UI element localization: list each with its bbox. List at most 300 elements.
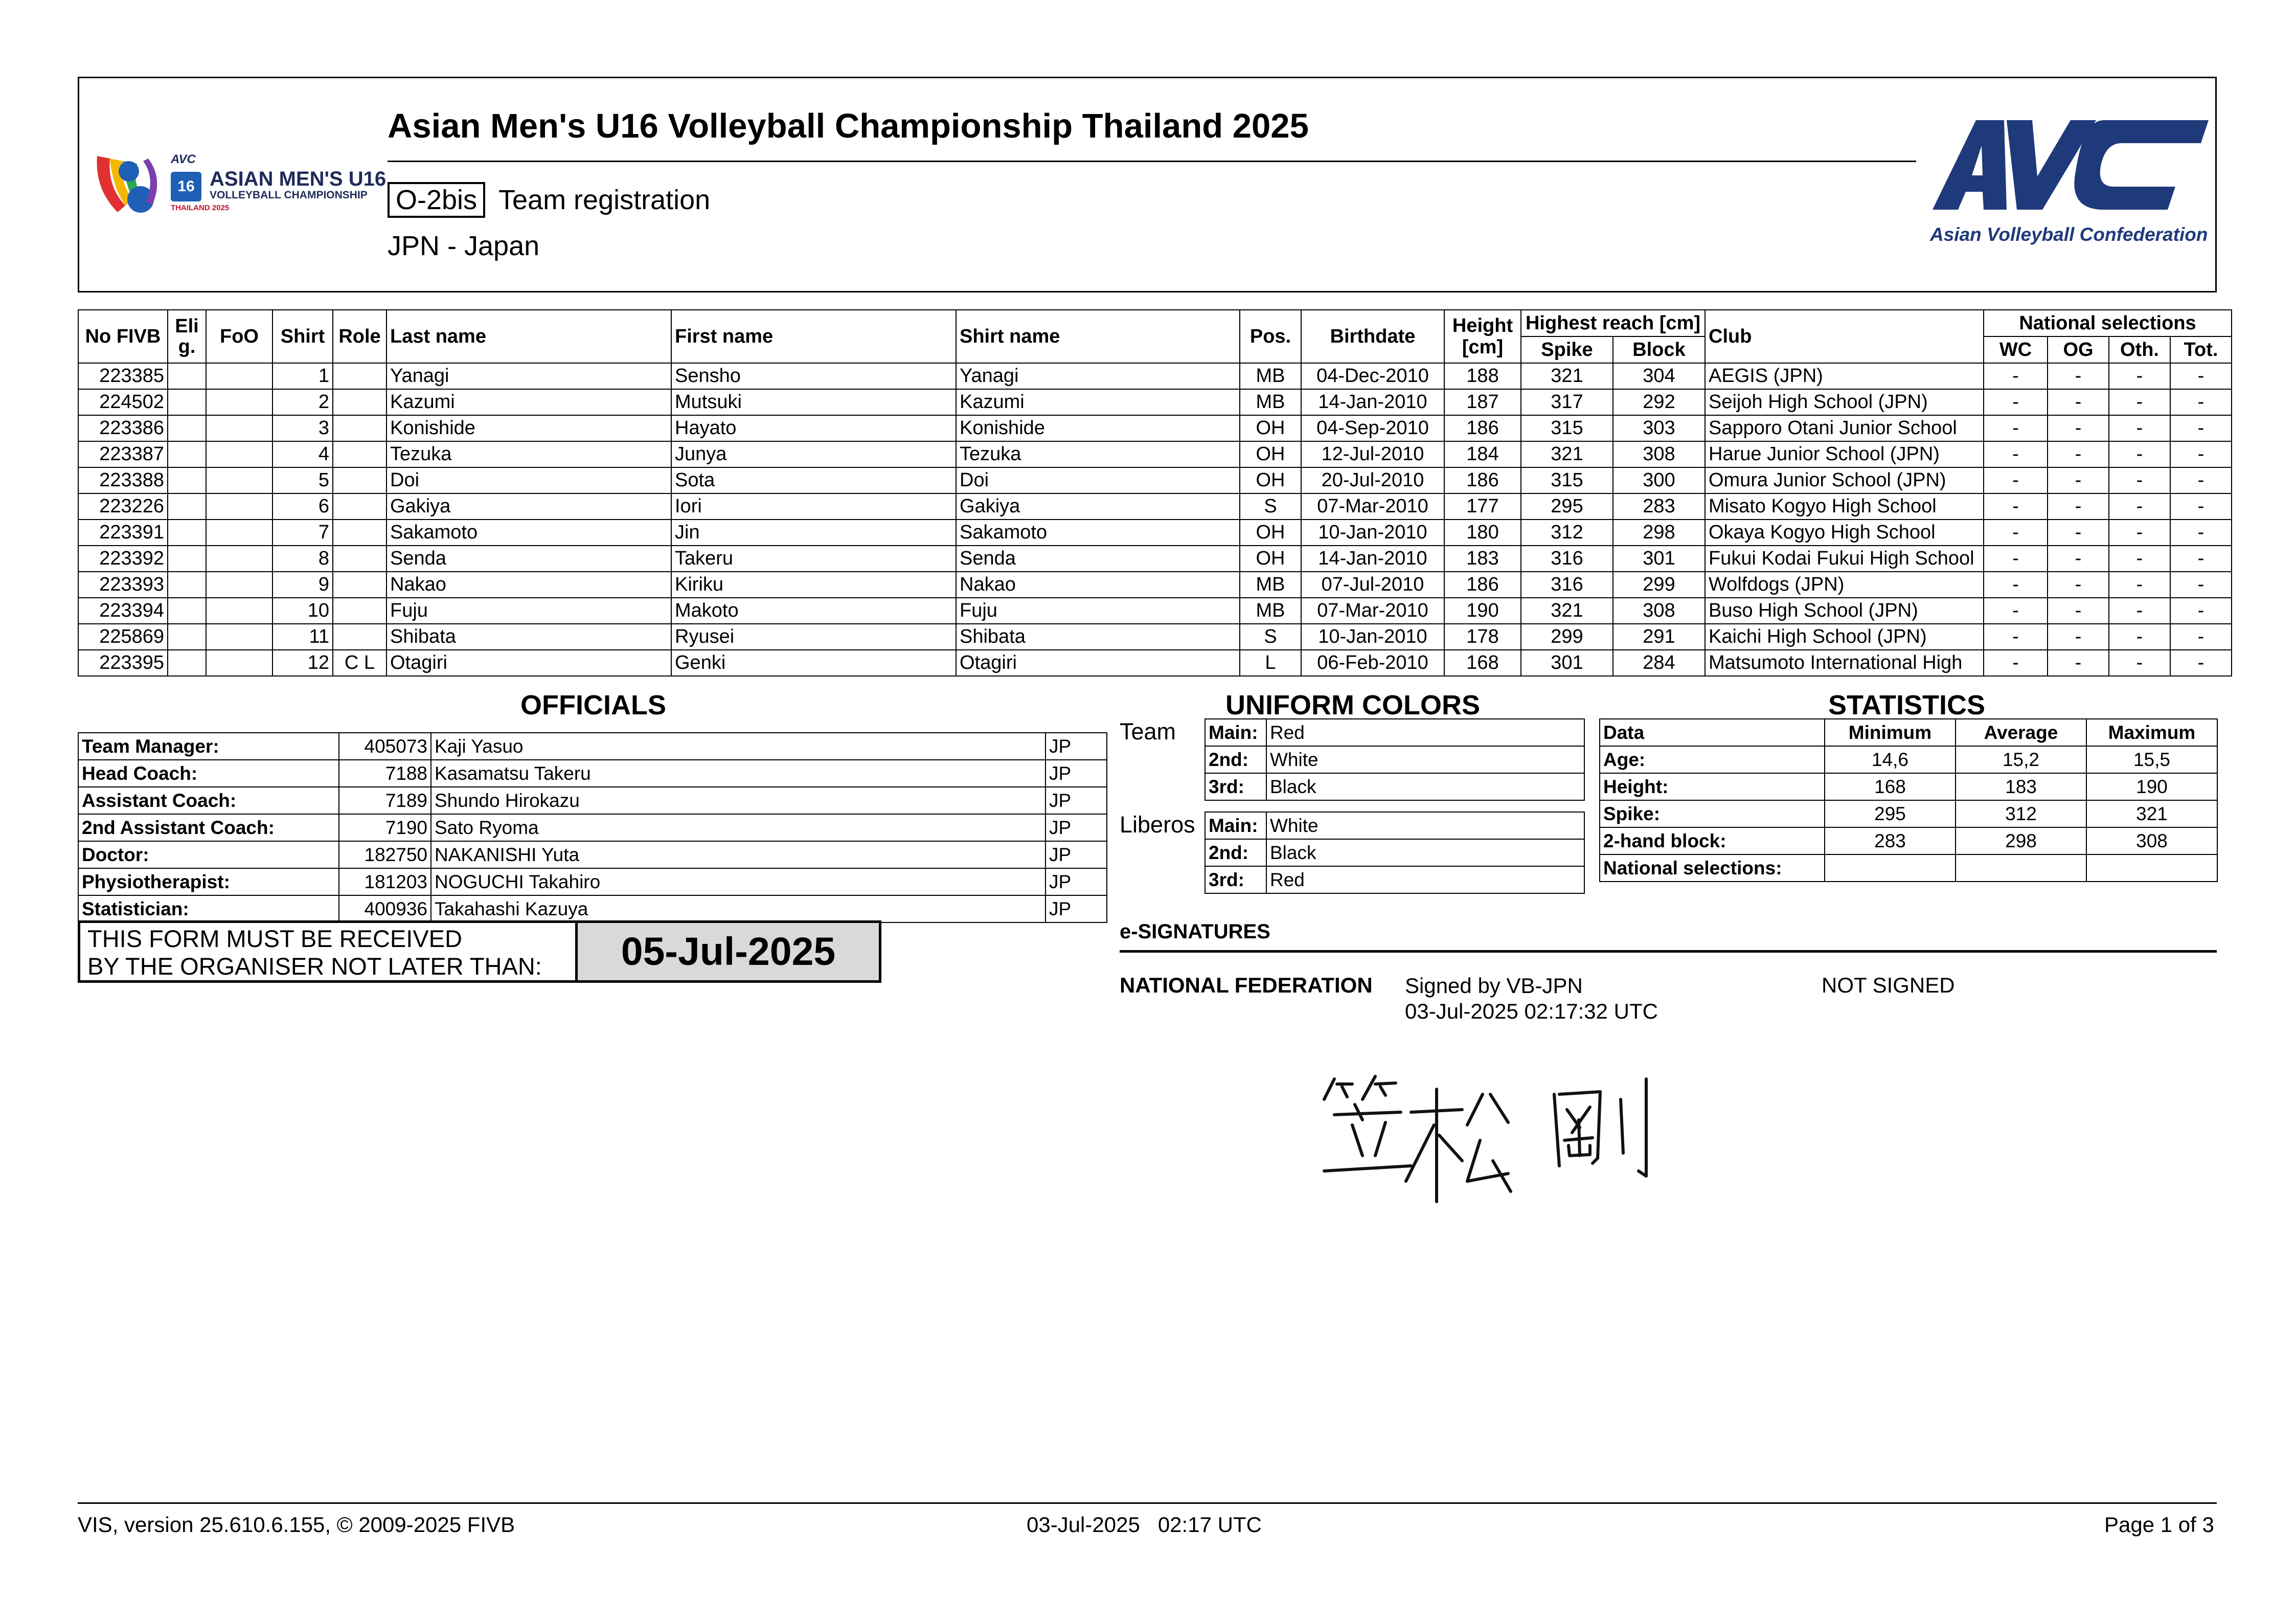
cell-spike: 315: [1521, 415, 1613, 441]
cell-shirt-name: Fuju: [956, 598, 1240, 624]
deadline-line-2: BY THE ORGANISER NOT LATER THAN:: [87, 953, 542, 980]
cell-og: -: [2048, 520, 2109, 546]
stats-minimum: [1825, 854, 1956, 882]
cell-no-fivb: 223395: [78, 650, 168, 676]
stats-row: [1600, 827, 2217, 854]
cell-spike: 316: [1521, 572, 1613, 598]
cell-shirt: 12: [272, 650, 333, 676]
official-name: Kasamatsu Takeru: [431, 760, 1045, 787]
stats-maximum: 190: [2086, 773, 2217, 800]
cell-pos: OH: [1240, 467, 1301, 493]
cell-first-name: Jin: [671, 520, 956, 546]
official-row: [78, 868, 1107, 895]
cell-birthdate: 10-Jan-2010: [1301, 624, 1444, 650]
cell-wc: -: [1984, 415, 2048, 441]
cell-no-fivb: 223388: [78, 467, 168, 493]
official-id: 181203: [339, 868, 431, 895]
cell-birthdate: 10-Jan-2010: [1301, 520, 1444, 546]
cell-no-fivb: 223386: [78, 415, 168, 441]
cell-no-fivb: 223392: [78, 546, 168, 572]
cell-tot: -: [2170, 493, 2232, 520]
cell-spike: 315: [1521, 467, 1613, 493]
stats-maximum: 308: [2086, 827, 2217, 854]
cell-tot: -: [2170, 650, 2232, 676]
cell-og: -: [2048, 624, 2109, 650]
cell-oth: -: [2109, 546, 2170, 572]
cell-first-name: Genki: [671, 650, 956, 676]
cell-block: 284: [1613, 650, 1705, 676]
official-role: Team Manager:: [78, 733, 339, 760]
official-name: Kaji Yasuo: [431, 733, 1045, 760]
cell-oth: -: [2109, 467, 2170, 493]
uniform-team-table: [1204, 718, 1585, 801]
cell-foo: [206, 546, 272, 572]
cell-birthdate: 04-Sep-2010: [1301, 415, 1444, 441]
player-row: [78, 493, 2232, 520]
cell-no-fivb: 223385: [78, 363, 168, 389]
cell-role: [333, 520, 387, 546]
statistics-table: [1599, 718, 2218, 882]
cell-no-fivb: 223393: [78, 572, 168, 598]
stats-header-data: Data: [1600, 719, 1825, 746]
cell-last-name: Sakamoto: [387, 520, 671, 546]
uniform-color-value: White: [1266, 746, 1584, 773]
uniform-color-value: Black: [1266, 773, 1584, 800]
esig-signed-info: [1405, 973, 1658, 1024]
cell-height: 177: [1444, 493, 1521, 520]
stats-minimum: 168: [1825, 773, 1956, 800]
stats-row: [1600, 746, 2217, 773]
uniform-color-value: Black: [1266, 839, 1584, 866]
cell-og: -: [2048, 598, 2109, 624]
cell-og: -: [2048, 572, 2109, 598]
cell-last-name: Konishide: [387, 415, 671, 441]
cell-club: Okaya Kogyo High School: [1705, 520, 1984, 546]
avc-logo-subtitle: Asian Volleyball Confederation: [1930, 224, 2208, 245]
cell-elig: [168, 598, 206, 624]
cell-pos: MB: [1240, 389, 1301, 415]
cell-first-name: Ryusei: [671, 624, 956, 650]
cell-elig: [168, 441, 206, 467]
stats-average: 15,2: [1956, 746, 2086, 773]
player-row: [78, 441, 2232, 467]
cell-block: 299: [1613, 572, 1705, 598]
event-logo-avc: AVC: [171, 152, 196, 166]
official-row: [78, 733, 1107, 760]
official-role: Doctor:: [78, 841, 339, 868]
cell-role: [333, 389, 387, 415]
cell-spike: 321: [1521, 363, 1613, 389]
stats-label: Height:: [1600, 773, 1825, 800]
player-row: [78, 624, 2232, 650]
esig-federation-label: NATIONAL FEDERATION: [1120, 973, 1373, 997]
uniform-team-label: Team: [1120, 718, 1176, 745]
cell-role: [333, 546, 387, 572]
cell-no-fivb: 225869: [78, 624, 168, 650]
official-row: [78, 814, 1107, 841]
cell-foo: [206, 441, 272, 467]
cell-tot: -: [2170, 598, 2232, 624]
stats-average: 183: [1956, 773, 2086, 800]
cell-role: [333, 572, 387, 598]
col-header-birthdate: Birthdate: [1301, 310, 1444, 363]
cell-spike: 317: [1521, 389, 1613, 415]
statistics-title: STATISTICS: [1828, 690, 1985, 720]
official-country: JP: [1045, 787, 1107, 814]
official-id: 7189: [339, 787, 431, 814]
cell-block: 308: [1613, 598, 1705, 624]
cell-height: 180: [1444, 520, 1521, 546]
uniform-colors-title: UNIFORM COLORS: [1225, 690, 1480, 720]
col-header-foo: FoO: [206, 310, 272, 363]
stats-average: 298: [1956, 827, 2086, 854]
official-row: [78, 895, 1107, 922]
stats-row: [1600, 800, 2217, 827]
cell-foo: [206, 624, 272, 650]
uniform-color-value: Red: [1266, 866, 1584, 893]
col-header-spike: Spike: [1521, 336, 1613, 363]
cell-role: [333, 363, 387, 389]
cell-role: [333, 598, 387, 624]
cell-pos: L: [1240, 650, 1301, 676]
cell-no-fivb: 224502: [78, 389, 168, 415]
cell-birthdate: 07-Jul-2010: [1301, 572, 1444, 598]
cell-no-fivb: 223226: [78, 493, 168, 520]
cell-shirt-name: Sakamoto: [956, 520, 1240, 546]
event-logo-text-3: THAILAND 2025: [171, 204, 230, 212]
cell-first-name: Iori: [671, 493, 956, 520]
cell-club: Fukui Kodai Fukui High School: [1705, 546, 1984, 572]
cell-spike: 321: [1521, 441, 1613, 467]
cell-oth: -: [2109, 441, 2170, 467]
cell-shirt: 8: [272, 546, 333, 572]
official-country: JP: [1045, 814, 1107, 841]
cell-block: 300: [1613, 467, 1705, 493]
official-name: NAKANISHI Yuta: [431, 841, 1045, 868]
cell-oth: -: [2109, 493, 2170, 520]
cell-shirt: 10: [272, 598, 333, 624]
player-row: [78, 546, 2232, 572]
cell-spike: 295: [1521, 493, 1613, 520]
cell-wc: -: [1984, 650, 2048, 676]
cell-height: 184: [1444, 441, 1521, 467]
col-header-tot: Tot.: [2170, 336, 2232, 363]
col-header-wc: WC: [1984, 336, 2048, 363]
official-id: 405073: [339, 733, 431, 760]
cell-og: -: [2048, 363, 2109, 389]
cell-oth: -: [2109, 650, 2170, 676]
col-header-no-fivb: No FIVB: [78, 310, 168, 363]
cell-last-name: Doi: [387, 467, 671, 493]
cell-tot: -: [2170, 572, 2232, 598]
cell-pos: MB: [1240, 572, 1301, 598]
cell-shirt: 9: [272, 572, 333, 598]
deadline-date: 05-Jul-2025: [575, 923, 879, 980]
cell-last-name: Gakiya: [387, 493, 671, 520]
cell-birthdate: 14-Jan-2010: [1301, 389, 1444, 415]
official-row: [78, 787, 1107, 814]
cell-spike: 301: [1521, 650, 1613, 676]
cell-elig: [168, 546, 206, 572]
cell-birthdate: 06-Feb-2010: [1301, 650, 1444, 676]
officials-table: [78, 732, 1107, 923]
cell-last-name: Kazumi: [387, 389, 671, 415]
cell-last-name: Tezuka: [387, 441, 671, 467]
stats-average: 312: [1956, 800, 2086, 827]
col-header-elig: Eli g.: [168, 310, 206, 363]
cell-og: -: [2048, 389, 2109, 415]
col-header-national-selections: National selections: [1984, 310, 2232, 336]
cell-foo: [206, 415, 272, 441]
stats-label: Spike:: [1600, 800, 1825, 827]
official-name: Shundo Hirokazu: [431, 787, 1045, 814]
col-header-first-name: First name: [671, 310, 956, 363]
col-header-role: Role: [333, 310, 387, 363]
event-logo-text-1: ASIAN MEN'S U16: [210, 168, 387, 190]
official-country: JP: [1045, 841, 1107, 868]
official-row: [78, 841, 1107, 868]
cell-last-name: Fuju: [387, 598, 671, 624]
official-name: Sato Ryoma: [431, 814, 1045, 841]
footer-version: VIS, version 25.610.6.155, © 2009-2025 FIVB: [78, 1513, 515, 1537]
stats-maximum: 15,5: [2086, 746, 2217, 773]
official-id: 7188: [339, 760, 431, 787]
player-row: [78, 572, 2232, 598]
cell-shirt-name: Senda: [956, 546, 1240, 572]
cell-tot: -: [2170, 441, 2232, 467]
official-name: NOGUCHI Takahiro: [431, 868, 1045, 895]
cell-shirt: 3: [272, 415, 333, 441]
footer-page-number: Page 1 of 3: [2104, 1513, 2214, 1537]
stats-header-average: Average: [1956, 719, 2086, 746]
cell-wc: -: [1984, 493, 2048, 520]
stats-label: National selections:: [1600, 854, 1825, 882]
stats-minimum: 283: [1825, 827, 1956, 854]
cell-wc: -: [1984, 467, 2048, 493]
cell-first-name: Makoto: [671, 598, 956, 624]
cell-height: 186: [1444, 572, 1521, 598]
cell-pos: MB: [1240, 598, 1301, 624]
cell-first-name: Takeru: [671, 546, 956, 572]
cell-tot: -: [2170, 520, 2232, 546]
cell-last-name: Nakao: [387, 572, 671, 598]
cell-elig: [168, 572, 206, 598]
cell-pos: S: [1240, 493, 1301, 520]
cell-club: Misato Kogyo High School: [1705, 493, 1984, 520]
cell-tot: -: [2170, 624, 2232, 650]
uniform-team-row: [1205, 746, 1584, 773]
cell-first-name: Mutsuki: [671, 389, 956, 415]
cell-shirt-name: Nakao: [956, 572, 1240, 598]
cell-no-fivb: 223387: [78, 441, 168, 467]
cell-shirt-name: Doi: [956, 467, 1240, 493]
col-header-pos: Pos.: [1240, 310, 1301, 363]
cell-oth: -: [2109, 572, 2170, 598]
cell-foo: [206, 363, 272, 389]
cell-foo: [206, 598, 272, 624]
cell-role: [333, 441, 387, 467]
official-role: Head Coach:: [78, 760, 339, 787]
cell-block: 283: [1613, 493, 1705, 520]
cell-last-name: Shibata: [387, 624, 671, 650]
official-row: [78, 760, 1107, 787]
col-header-shirt: Shirt: [272, 310, 333, 363]
cell-shirt-name: Shibata: [956, 624, 1240, 650]
cell-first-name: Sensho: [671, 363, 956, 389]
official-id: 182750: [339, 841, 431, 868]
players-table: [78, 309, 2232, 677]
official-country: JP: [1045, 868, 1107, 895]
cell-oth: -: [2109, 389, 2170, 415]
cell-club: Kaichi High School (JPN): [1705, 624, 1984, 650]
cell-spike: 299: [1521, 624, 1613, 650]
cell-height: 168: [1444, 650, 1521, 676]
esignatures-title: e-SIGNATURES: [1120, 920, 1270, 943]
cell-elig: [168, 363, 206, 389]
event-logo-text-2: VOLLEYBALL CHAMPIONSHIP: [210, 189, 368, 201]
player-row: [78, 598, 2232, 624]
deadline-line-1: THIS FORM MUST BE RECEIVED: [87, 925, 462, 952]
stats-header-maximum: Maximum: [2086, 719, 2217, 746]
official-role: Statistician:: [78, 895, 339, 922]
title-divider: [388, 161, 1916, 162]
cell-shirt: 7: [272, 520, 333, 546]
uniform-color-value: White: [1266, 812, 1584, 839]
cell-first-name: Kiriku: [671, 572, 956, 598]
cell-block: 291: [1613, 624, 1705, 650]
cell-club: Sapporo Otani Junior School: [1705, 415, 1984, 441]
uniform-liberos-table: [1204, 812, 1585, 894]
stats-maximum: [2086, 854, 2217, 882]
cell-height: 186: [1444, 467, 1521, 493]
cell-og: -: [2048, 415, 2109, 441]
cell-wc: -: [1984, 441, 2048, 467]
cell-last-name: Senda: [387, 546, 671, 572]
cell-wc: -: [1984, 546, 2048, 572]
cell-elig: [168, 520, 206, 546]
cell-shirt: 2: [272, 389, 333, 415]
cell-spike: 316: [1521, 546, 1613, 572]
cell-height: 190: [1444, 598, 1521, 624]
col-header-block: Block: [1613, 336, 1705, 363]
cell-club: Wolfdogs (JPN): [1705, 572, 1984, 598]
document-name: Team registration: [498, 185, 711, 215]
cell-tot: -: [2170, 467, 2232, 493]
stats-row: [1600, 773, 2217, 800]
cell-block: 301: [1613, 546, 1705, 572]
stats-minimum: 14,6: [1825, 746, 1956, 773]
cell-og: -: [2048, 546, 2109, 572]
col-header-club: Club: [1705, 310, 1984, 363]
uniform-liberos-row: [1205, 866, 1584, 893]
col-header-shirt-name: Shirt name: [956, 310, 1240, 363]
cell-pos: OH: [1240, 520, 1301, 546]
uniform-team-row: [1205, 719, 1584, 746]
cell-wc: -: [1984, 363, 2048, 389]
uniform-label: 2nd:: [1205, 839, 1266, 866]
cell-og: -: [2048, 650, 2109, 676]
cell-pos: OH: [1240, 546, 1301, 572]
cell-wc: -: [1984, 389, 2048, 415]
footer-timestamp: 03-Jul-2025 02:17 UTC: [1027, 1513, 1262, 1537]
cell-shirt-name: Tezuka: [956, 441, 1240, 467]
cell-height: 178: [1444, 624, 1521, 650]
cell-club: Matsumoto International High: [1705, 650, 1984, 676]
stats-label: Age:: [1600, 746, 1825, 773]
cell-block: 304: [1613, 363, 1705, 389]
uniform-label: Main:: [1205, 719, 1266, 746]
cell-last-name: Yanagi: [387, 363, 671, 389]
cell-block: 308: [1613, 441, 1705, 467]
cell-birthdate: 14-Jan-2010: [1301, 546, 1444, 572]
cell-first-name: Sota: [671, 467, 956, 493]
cell-shirt: 4: [272, 441, 333, 467]
col-header-height: Height [cm]: [1444, 310, 1521, 363]
cell-og: -: [2048, 441, 2109, 467]
stats-minimum: 295: [1825, 800, 1956, 827]
cell-birthdate: 07-Mar-2010: [1301, 598, 1444, 624]
cell-club: AEGIS (JPN): [1705, 363, 1984, 389]
esig-status: NOT SIGNED: [1822, 973, 1955, 997]
cell-no-fivb: 223391: [78, 520, 168, 546]
cell-block: 292: [1613, 389, 1705, 415]
cell-og: -: [2048, 493, 2109, 520]
stats-maximum: 321: [2086, 800, 2217, 827]
cell-club: Harue Junior School (JPN): [1705, 441, 1984, 467]
cell-oth: -: [2109, 415, 2170, 441]
cell-block: 298: [1613, 520, 1705, 546]
player-row: [78, 467, 2232, 493]
cell-birthdate: 20-Jul-2010: [1301, 467, 1444, 493]
uniform-color-value: Red: [1266, 719, 1584, 746]
cell-pos: S: [1240, 624, 1301, 650]
cell-role: [333, 493, 387, 520]
cell-first-name: Junya: [671, 441, 956, 467]
document-code: O-2bis: [388, 182, 485, 218]
cell-shirt: 11: [272, 624, 333, 650]
official-role: Assistant Coach:: [78, 787, 339, 814]
cell-foo: [206, 493, 272, 520]
cell-shirt: 6: [272, 493, 333, 520]
official-country: JP: [1045, 760, 1107, 787]
cell-foo: [206, 389, 272, 415]
cell-elig: [168, 650, 206, 676]
col-header-oth: Oth.: [2109, 336, 2170, 363]
cell-no-fivb: 223394: [78, 598, 168, 624]
official-id: 7190: [339, 814, 431, 841]
event-logo-badge: 16: [171, 172, 201, 201]
cell-club: Seijoh High School (JPN): [1705, 389, 1984, 415]
cell-height: 188: [1444, 363, 1521, 389]
cell-height: 183: [1444, 546, 1521, 572]
cell-elig: [168, 467, 206, 493]
cell-role: C L: [333, 650, 387, 676]
cell-tot: -: [2170, 546, 2232, 572]
cell-block: 303: [1613, 415, 1705, 441]
cell-wc: -: [1984, 624, 2048, 650]
footer-divider: [78, 1502, 2217, 1504]
uniform-liberos-row: [1205, 812, 1584, 839]
uniform-label: 3rd:: [1205, 866, 1266, 893]
cell-elig: [168, 493, 206, 520]
player-row: [78, 650, 2232, 676]
cell-shirt: 5: [272, 467, 333, 493]
official-id: 400936: [339, 895, 431, 922]
team-name: JPN - Japan: [388, 231, 540, 261]
deadline-box: [78, 920, 881, 983]
uniform-label: Main:: [1205, 812, 1266, 839]
cell-shirt: 1: [272, 363, 333, 389]
